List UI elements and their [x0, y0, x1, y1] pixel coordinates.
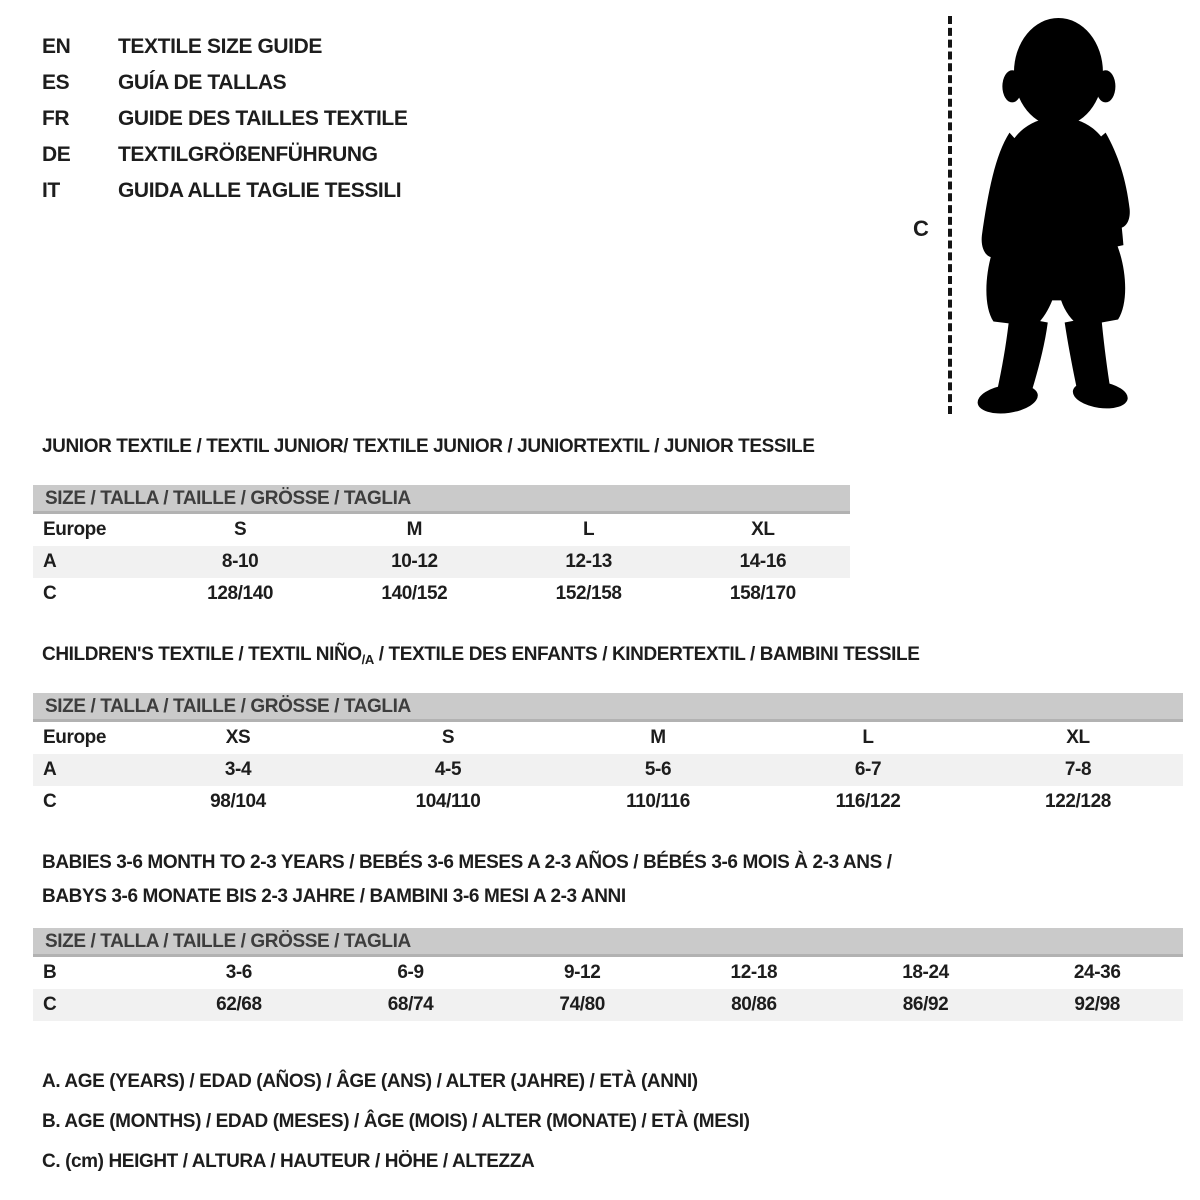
- row-label: C: [43, 791, 57, 812]
- language-row-en: [42, 29, 407, 65]
- age-cell: 14-16: [739, 551, 787, 572]
- legend-line-a: A. AGE (YEARS) / EDAD (AÑOS) / ÂGE (ANS) / ALTER (JAHRE) / ETÀ (ANNI): [42, 1071, 698, 1092]
- language-row-es: [42, 65, 407, 101]
- junior-section-title: JUNIOR TEXTILE / TEXTIL JUNIOR/ TEXTILE JUNIOR / JUNIORTEXTIL / JUNIOR TESSILE: [42, 436, 815, 457]
- row-label: Europe: [43, 727, 107, 748]
- table-row-age: [33, 546, 850, 578]
- toddler-silhouette-icon: [965, 16, 1143, 418]
- months-cell: 18-24: [902, 962, 949, 983]
- height-cell: 104/110: [415, 791, 481, 812]
- age-cell: 5-6: [644, 759, 672, 780]
- height-cell: 128/140: [207, 583, 274, 604]
- age-cell: 4-5: [434, 759, 462, 780]
- table-row-height: [33, 786, 1183, 818]
- language-title: GUÍA DE TALLAS: [118, 71, 287, 94]
- language-title-list: [42, 29, 407, 209]
- age-cell: 12-13: [565, 551, 612, 572]
- legend-line-c: C. (cm) HEIGHT / ALTURA / HAUTEUR / HÖHE / ALTEZZA: [42, 1151, 535, 1172]
- table-row-age: [33, 754, 1183, 786]
- size-cell: XL: [1066, 727, 1090, 748]
- size-cell: M: [650, 727, 666, 748]
- months-cell: 9-12: [563, 962, 601, 983]
- language-row-fr: [42, 101, 407, 137]
- size-cell: M: [406, 519, 423, 540]
- children-title-part2: / TEXTILE DES ENFANTS / KINDERTEXTIL / BAMBINI TESSILE: [373, 644, 920, 665]
- row-label: C: [43, 994, 57, 1015]
- size-cell: L: [583, 519, 595, 540]
- height-cell: 80/86: [731, 994, 777, 1015]
- children-title-part1: CHILDREN'S TEXTILE / TEXTIL NIÑO: [42, 644, 362, 665]
- height-cell: 68/74: [387, 994, 434, 1015]
- table-row-height: [33, 989, 1183, 1021]
- language-title: GUIDA ALLE TAGLIE TESSILI: [118, 179, 402, 202]
- junior-size-table: [33, 485, 850, 610]
- row-label: C: [43, 583, 57, 604]
- children-section-title: [42, 644, 919, 667]
- language-code: ES: [42, 71, 70, 94]
- babies-section-title: [42, 850, 892, 908]
- height-cell: 74/80: [559, 994, 605, 1015]
- legend-line-b: B. AGE (MONTHS) / EDAD (MESES) / ÂGE (MOIS) / ALTER (MONATE) / ETÀ (MESI): [42, 1111, 750, 1132]
- table-row-europe: [33, 514, 850, 546]
- table-row-months: [33, 957, 1183, 989]
- age-cell: 3-4: [224, 759, 252, 780]
- height-cell: 98/104: [210, 791, 266, 812]
- row-label: B: [43, 962, 57, 983]
- language-code: IT: [42, 179, 60, 202]
- size-cell: S: [441, 727, 455, 748]
- size-header-bar: SIZE / TALLA / TAILLE / GRÖSSE / TAGLIA: [33, 485, 850, 514]
- table-row-europe: [33, 722, 1183, 754]
- size-header-bar: SIZE / TALLA / TAILLE / GRÖSSE / TAGLIA: [33, 928, 1183, 957]
- height-cell: 140/152: [381, 583, 448, 604]
- size-header-bar: SIZE / TALLA / TAILLE / GRÖSSE / TAGLIA: [33, 693, 1183, 722]
- language-code: FR: [42, 107, 70, 130]
- age-cell: 10-12: [391, 551, 438, 572]
- height-cell: 86/92: [902, 994, 949, 1015]
- months-cell: 12-18: [730, 962, 778, 983]
- language-title: TEXTILE SIZE GUIDE: [118, 35, 322, 58]
- height-cell: 158/170: [729, 583, 796, 604]
- height-cell: 122/128: [1045, 791, 1111, 812]
- language-row-it: [42, 173, 407, 209]
- children-title-sub: /A: [361, 652, 374, 667]
- height-cell: 110/116: [626, 791, 690, 812]
- language-code: EN: [42, 35, 71, 58]
- height-cell: 152/158: [555, 583, 622, 604]
- age-cell: 7-8: [1064, 759, 1092, 780]
- months-cell: 24-36: [1073, 962, 1121, 983]
- height-dashed-line: [948, 16, 952, 414]
- row-label: A: [43, 551, 57, 572]
- height-cell: 62/68: [216, 994, 262, 1015]
- months-cell: 3-6: [225, 962, 252, 983]
- size-cell: L: [862, 727, 874, 748]
- height-cell: 116/122: [835, 791, 901, 812]
- size-cell: XL: [751, 519, 775, 540]
- language-code: DE: [42, 143, 71, 166]
- age-cell: 6-7: [854, 759, 882, 780]
- babies-size-table: [33, 928, 1183, 1021]
- row-label: A: [43, 759, 57, 780]
- language-row-de: [42, 137, 407, 173]
- height-measure-label: C: [913, 216, 929, 241]
- size-cell: XS: [225, 727, 251, 748]
- months-cell: 6-9: [397, 962, 424, 983]
- language-title: TEXTILGRÖßENFÜHRUNG: [118, 143, 378, 166]
- language-title: GUIDE DES TAILLES TEXTILE: [118, 107, 408, 130]
- age-cell: 8-10: [221, 551, 259, 572]
- children-size-table: [33, 693, 1183, 818]
- table-row-height: [33, 578, 850, 610]
- row-label: Europe: [43, 519, 107, 540]
- measure-legend: [42, 1062, 750, 1182]
- babies-title-line1: BABIES 3-6 MONTH TO 2-3 YEARS / BEBÉS 3-6 MESES A 2-3 AÑOS / BÉBÉS 3-6 MOIS À 2-3 ANS /: [42, 852, 892, 873]
- babies-title-line2: BABYS 3-6 MONATE BIS 2-3 JAHRE / BAMBINI 3-6 MESI A 2-3 ANNI: [42, 886, 626, 907]
- height-cell: 92/98: [1074, 994, 1120, 1015]
- size-cell: S: [233, 519, 247, 540]
